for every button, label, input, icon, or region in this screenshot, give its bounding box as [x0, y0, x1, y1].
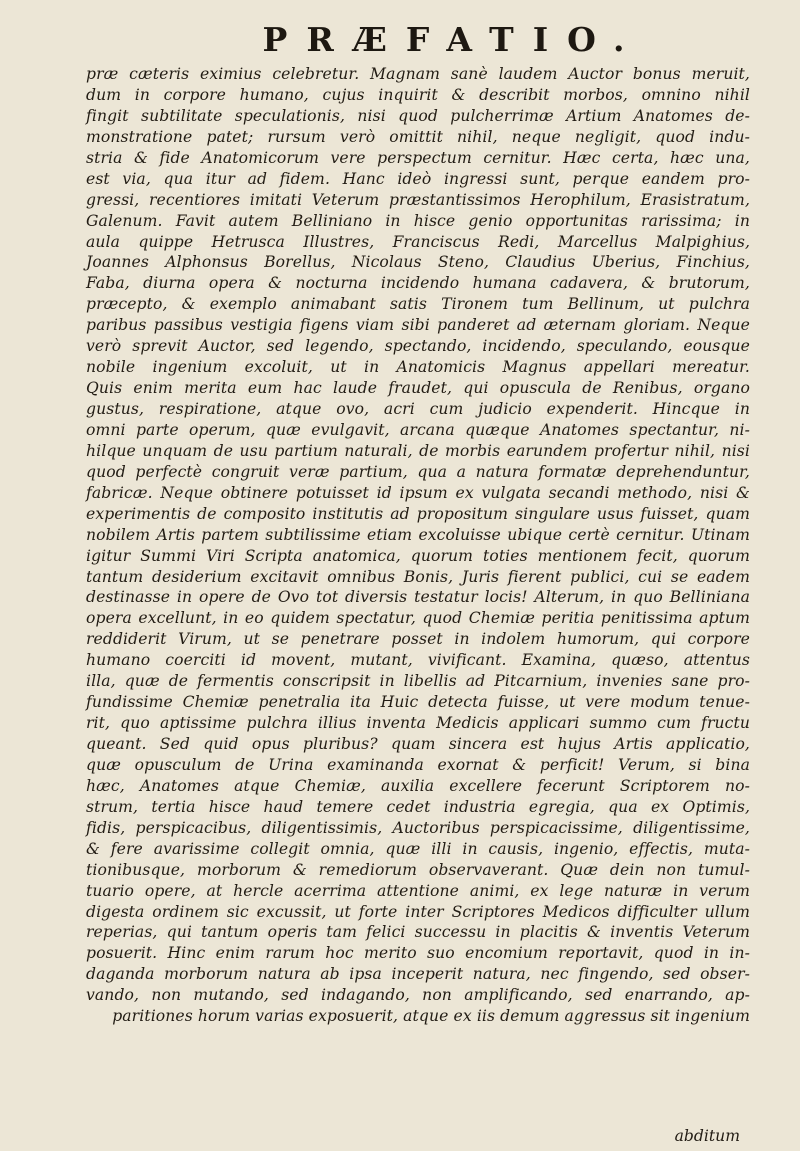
text-line: fidis, perspicacibus, diligentissimis, Auctoribus perspicacissime, diligentissime,	[86, 818, 750, 837]
text-line: est via, qua itur ad fidem. Hanc ideò ingressi sunt, perque eandem pro-	[86, 169, 750, 188]
text-line: Galenum. Favit autem Belliniano in hisce genio opportunitas rarissima; in	[86, 211, 750, 230]
text-line: gressi, recentiores imitati Veterum præstantissimos Herophilum, Erasistratum,	[86, 190, 750, 209]
text-line: paribus passibus vestigia figens viam sibi panderet ad æternam gloriam. Neque	[86, 316, 750, 335]
page-heading: PRÆFATIO.	[262, 20, 644, 59]
text-line: experimentis de composito institutis ad propositum singulare usus fuisset, quam	[86, 504, 750, 523]
text-line: vando, non mutando, sed indagando, non amplificando, sed enarrando, ap-	[86, 986, 750, 1005]
text-line: quæ opusculum de Urina examinanda exornat & perficit! Verum, si bina	[86, 755, 750, 774]
text-line: fabricæ. Neque obtinere potuisset id ipsum ex vulgata secandi methodo, nisi &	[86, 483, 750, 502]
text-line: opera excellunt, in eo quidem spectatur, quod Chemiæ peritia penitissima aptum	[86, 609, 750, 628]
text-line: rit, quo aptissime pulchra illius inventa Medicis applicari summo cum fructu	[86, 714, 750, 733]
text-line: illa, quæ de fermentis conscripsit in libellis ad Pitcarnium, invenies sane pro-	[86, 672, 750, 691]
text-line: igitur Summi Viri Scripta anatomica, quorum toties mentionem fecit, quorum	[86, 546, 750, 565]
text-line: quod perfectè congruit veræ partium, qua a natura formatæ deprehenduntur,	[86, 462, 750, 481]
text-line: hilque unquam de usu partium naturali, de morbis earundem profertur nihil, nisi	[86, 441, 750, 460]
text-line: fingit subtilitate speculationis, nisi quod pulcherrimæ Artium Anatomes de-	[86, 106, 750, 125]
text-line: humano coerciti id movent, mutant, vivificant. Examina, quæso, attentus	[86, 651, 750, 670]
text-line: præ cæteris eximius celebretur. Magnam sanè laudem Auctor bonus meruit,	[86, 65, 750, 83]
text-line: stria & fide Anatomicorum vere perspectum cernitur. Hæc certa, hæc una,	[86, 148, 750, 167]
text-line: fundissime Chemiæ penetralia ita Huic detecta fuisse, ut vere modum tenue-	[86, 693, 750, 712]
text-line: posuerit. Hinc enim rarum hoc merito suo encomium reportavit, quod in in-	[86, 944, 750, 963]
text-line: omni parte operum, quæ evulgavit, arcana quæque Anatomes spectantur, ni-	[86, 420, 750, 439]
text-line: gustus, respiratione, atque ovo, acri cum judicio expenderit. Hincque in	[86, 400, 750, 418]
catchword: abditum	[674, 1127, 740, 1145]
text-line: strum, tertia hisce haud temere cedet industria egregia, qua ex Optimis,	[86, 797, 750, 816]
text-line: Quis enim merita eum hac laude fraudet, qui opuscula de Renibus, organo	[86, 379, 750, 398]
text-line: nobile ingenium excoluit, ut in Anatomicis Magnus appellari mereatur.	[86, 358, 750, 377]
text-line: verò sprevit Auctor, sed legendo, spectando, incidendo, speculando, eousque	[86, 337, 750, 356]
text-line: præcepto, & exemplo animabant satis Tironem tum Bellinum, ut pulchra	[86, 295, 750, 314]
text-line: Faba, diurna opera & nocturna incidendo humana cadavera, & brutorum,	[86, 274, 750, 293]
text-line: reperias, qui tantum operis tam felici successu in placitis & inventis Veterum	[86, 923, 750, 942]
text-line: nobilem Artis partem subtilissime etiam excoluisse ubique certè cernitur. Utinam	[86, 525, 750, 544]
text-line: paritiones horum varias exposuerit, atque ex iis demum aggressus sit ingenium	[112, 1007, 750, 1026]
text-line: & fere avarissime collegit omnia, quæ illi in causis, ingenio, effectis, muta-	[86, 839, 750, 858]
text-line: queant. Sed quid opus pluribus? quam sincera est hujus Artis applicatio,	[86, 735, 750, 753]
text-line: Joannes Alphonsus Borellus, Nicolaus Steno, Claudius Uberius, Finchius,	[86, 253, 750, 272]
text-line: tantum desiderium excitavit omnibus Bonis, Juris fierent publici, cui se eadem	[86, 567, 750, 586]
text-line: monstratione patet; rursum verò omittit nihil, neque negligit, quod indu-	[86, 127, 750, 146]
text-line: tuario opere, at hercle acerrima attentione animi, ex lege naturæ in verum	[86, 881, 750, 900]
text-line: digesta ordinem sic excussit, ut forte inter Scriptores Medicos difficulter ullum	[86, 902, 750, 921]
text-line: reddiderit Virum, ut se penetrare posset in indolem humorum, qui corpore	[86, 630, 750, 649]
text-line: hæc, Anatomes atque Chemiæ, auxilia excellere fecerunt Scriptorem no-	[86, 776, 750, 795]
text-line: daganda morborum natura ab ipsa inceperit natura, nec fingendo, sed obser-	[86, 965, 750, 984]
body-text	[86, 64, 750, 1027]
text-line: tionibusque, morborum & remediorum observaverant. Quæ dein non tumul-	[86, 860, 750, 879]
text-line: aula quippe Hetrusca Illustres, Franciscus Redi, Marcellus Malpighius,	[86, 232, 750, 251]
text-line: dum in corpore humano, cujus inquirit & describit morbos, omnino nihil	[86, 85, 750, 104]
text-line: destinasse in opere de Ovo tot diversis testatur locis! Alterum, in quo Belliniana	[86, 588, 750, 607]
